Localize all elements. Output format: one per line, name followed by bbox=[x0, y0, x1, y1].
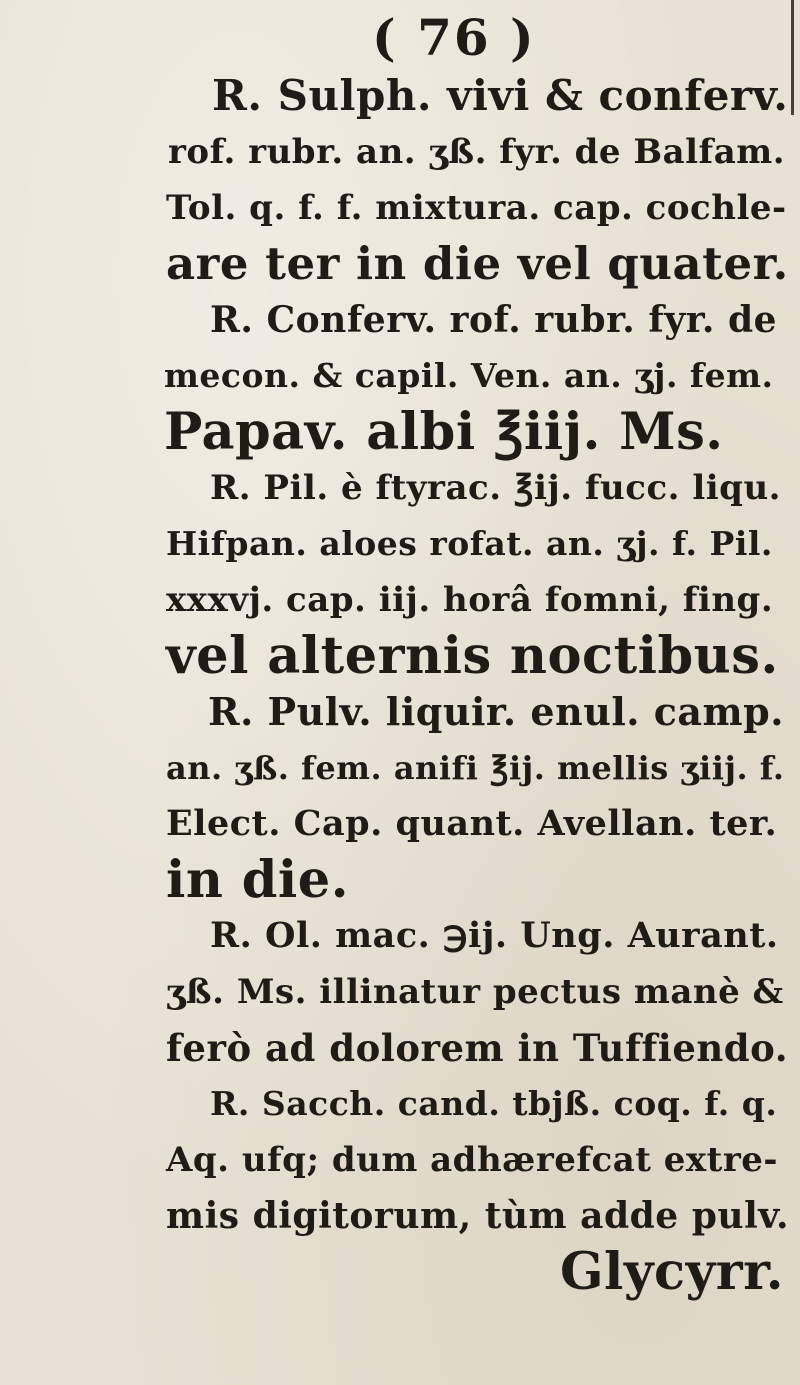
text-line: an. ʒß. fem. anifi ℥ij. mellis ʒiij. f. bbox=[166, 749, 785, 787]
text-line: Glycyrr. bbox=[560, 1242, 785, 1302]
text-line: Tol. q. f. f. mixtura. cap. cochle- bbox=[166, 188, 787, 228]
text-line: R. Pil. è ftyrac. ℥ij. fucc. liqu. bbox=[210, 468, 781, 508]
text-line: R. Pulv. liquir. enul. camp. bbox=[208, 689, 784, 734]
text-line: xxxvj. cap. iij. horâ fomni, fing. bbox=[166, 580, 774, 620]
text-line: are ter in die vel quater. bbox=[166, 237, 789, 290]
text-line: R. Ol. mac. ℈ij. Ung. Aurant. bbox=[210, 915, 779, 956]
text-line: Hifpan. aloes rofat. an. ʒj. f. Pil. bbox=[166, 524, 773, 563]
text-line: Papav. albi ℥iij. Ms. bbox=[164, 402, 724, 462]
page-edge-shadow bbox=[791, 0, 794, 115]
text-line: R. Sacch. cand. tbjß. coq. f. q. bbox=[210, 1084, 778, 1123]
text-line: R. Conferv. rof. rubr. fyr. de bbox=[210, 299, 778, 341]
text-line: mecon. & capil. Ven. an. ʒj. fem. bbox=[164, 356, 774, 395]
text-line: mis digitorum, tùm adde pulv. bbox=[166, 1195, 790, 1237]
text-line: in die. bbox=[166, 850, 349, 910]
text-line: Aq. ufq; dum adhærefcat extre- bbox=[166, 1140, 779, 1180]
text-line: Elect. Cap. quant. Avellan. ter. bbox=[166, 803, 778, 844]
text-line: rof. rubr. an. ʒß. fyr. de Balfam. bbox=[168, 132, 786, 172]
text-line: vel alternis noctibus. bbox=[166, 626, 779, 686]
text-line: ferò ad dolorem in Tuffiendo. bbox=[166, 1026, 789, 1070]
text-line: ʒß. Ms. illinatur pectus manè & bbox=[166, 972, 784, 1012]
text-line: R. Sulph. vivi & conferv. bbox=[212, 71, 789, 120]
page-number: ( 76 ) bbox=[372, 8, 536, 67]
